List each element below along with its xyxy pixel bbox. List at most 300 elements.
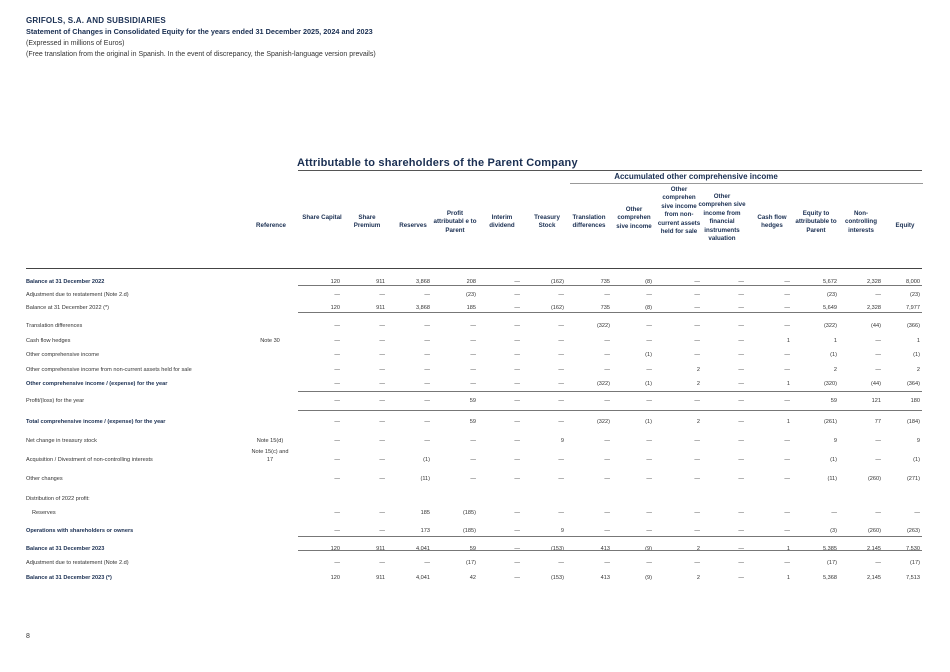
table-row xyxy=(0,395,950,407)
row-label: Balance at 31 December 2023 (*) xyxy=(26,575,112,581)
row-label: Reserves xyxy=(32,510,56,516)
table-cell: 208 xyxy=(466,279,476,285)
table-cell: — xyxy=(738,305,744,311)
column-header: Interim dividend xyxy=(489,214,515,230)
table-cell: — xyxy=(334,381,340,387)
column-header: Non-controlling interests xyxy=(845,210,877,234)
row-reference: Note 15(d) xyxy=(256,438,284,444)
table-row xyxy=(0,557,950,569)
table-cell: (185) xyxy=(462,510,476,516)
table-cell: (260) xyxy=(867,528,881,534)
table-cell: — xyxy=(379,338,385,344)
table-cell: — xyxy=(470,367,476,373)
table-cell: 413 xyxy=(600,546,610,552)
table-cell: — xyxy=(470,438,476,444)
statement-header xyxy=(26,15,926,60)
table-cell: — xyxy=(334,292,340,298)
table-cell: — xyxy=(424,367,430,373)
table-cell: — xyxy=(379,398,385,404)
table-cell: — xyxy=(558,560,564,566)
table-cell: (11) xyxy=(827,476,837,482)
table-cell: — xyxy=(334,419,340,425)
table-cell: — xyxy=(470,323,476,329)
row-label: Operations with shareholders or owners xyxy=(26,528,134,534)
table-cell: — xyxy=(470,457,476,463)
table-cell: — xyxy=(604,510,610,516)
table-cell: — xyxy=(646,560,652,566)
table-cell: (17) xyxy=(466,560,476,566)
table-cell: — xyxy=(738,338,744,344)
table-cell: — xyxy=(784,305,790,311)
table-cell: — xyxy=(738,419,744,425)
table-cell: — xyxy=(558,292,564,298)
table-cell: — xyxy=(694,528,700,534)
table-cell: — xyxy=(424,323,430,329)
table-cell: (162) xyxy=(550,279,564,285)
header-divider xyxy=(26,268,922,269)
table-cell: (271) xyxy=(906,476,920,482)
table-cell: — xyxy=(514,279,520,285)
table-cell: 5,672 xyxy=(823,279,837,285)
row-label: Other comprehensive income / (expense) for the year xyxy=(26,381,168,387)
table-cell: 3,868 xyxy=(416,279,430,285)
table-cell: — xyxy=(604,438,610,444)
table-cell: 4,041 xyxy=(416,546,430,552)
table-cell: — xyxy=(694,398,700,404)
row-label: Cash flow hedges xyxy=(26,338,71,344)
table-cell: — xyxy=(604,367,610,373)
table-cell: — xyxy=(514,457,520,463)
row-label: Balance at 31 December 2022 xyxy=(26,279,105,285)
table-cell: 9 xyxy=(916,438,920,444)
table-cell: 9 xyxy=(560,438,564,444)
reference-header: Reference xyxy=(256,222,286,229)
table-row xyxy=(0,493,950,505)
table-cell: 9 xyxy=(833,438,837,444)
table-cell: (1) xyxy=(830,457,837,463)
table-cell: — xyxy=(875,292,881,298)
table-row xyxy=(0,276,950,288)
table-cell: 3,868 xyxy=(416,305,430,311)
table-cell: (1) xyxy=(830,352,837,358)
table-cell: — xyxy=(738,476,744,482)
table-cell: — xyxy=(738,398,744,404)
table-cell: — xyxy=(334,323,340,329)
table-cell: (320) xyxy=(823,381,837,387)
table-cell: — xyxy=(784,438,790,444)
table-cell: 1 xyxy=(786,338,790,344)
table-cell: (17) xyxy=(910,560,920,566)
row-label: Other comprehensive income from non-current assets held for sale xyxy=(26,367,192,373)
table-row xyxy=(0,289,950,301)
table-cell: 5,385 xyxy=(823,546,837,552)
table-cell: — xyxy=(784,279,790,285)
table-cell: — xyxy=(424,292,430,298)
table-cell: — xyxy=(694,292,700,298)
table-cell: — xyxy=(738,292,744,298)
table-cell: — xyxy=(379,457,385,463)
table-cell: — xyxy=(379,438,385,444)
table-cell: 911 xyxy=(376,575,385,581)
table-cell: — xyxy=(604,398,610,404)
row-divider xyxy=(298,312,922,313)
table-cell: — xyxy=(875,352,881,358)
table-cell: — xyxy=(514,510,520,516)
table-cell: — xyxy=(514,419,520,425)
table-cell: — xyxy=(514,367,520,373)
table-cell: 77 xyxy=(874,419,881,425)
table-cell: — xyxy=(604,352,610,358)
table-cell: 4,041 xyxy=(416,575,430,581)
row-label: Acquisition / Divestment of non-controlling interests xyxy=(26,457,153,463)
table-cell: 413 xyxy=(600,575,610,581)
table-cell: 911 xyxy=(376,279,385,285)
table-cell: (23) xyxy=(910,292,920,298)
table-cell: — xyxy=(558,338,564,344)
table-cell: (9) xyxy=(645,546,652,552)
table-cell: (263) xyxy=(906,528,920,534)
table-cell: — xyxy=(334,560,340,566)
table-cell: 1 xyxy=(786,419,790,425)
table-cell: 5,368 xyxy=(823,575,837,581)
statement-title: Statement of Changes in Consolidated Equity for the years ended 31 December 2025, 2024 and 2023 xyxy=(26,27,373,36)
table-cell: (184) xyxy=(906,419,920,425)
table-cell: — xyxy=(424,560,430,566)
table-cell: — xyxy=(604,476,610,482)
table-cell: — xyxy=(646,323,652,329)
table-row xyxy=(0,349,950,361)
table-cell: — xyxy=(694,457,700,463)
table-cell: — xyxy=(604,457,610,463)
table-cell: — xyxy=(738,381,744,387)
table-row xyxy=(0,543,950,555)
table-row xyxy=(0,435,950,447)
table-cell: 2 xyxy=(833,367,837,373)
table-cell: (44) xyxy=(871,381,881,387)
row-label: Other comprehensive income xyxy=(26,352,100,358)
table-row xyxy=(0,449,950,466)
column-header: Translation differences xyxy=(572,214,606,230)
table-cell: (1) xyxy=(645,352,652,358)
table-cell: 59 xyxy=(830,398,837,404)
table-cell: (153) xyxy=(550,546,564,552)
table-cell: — xyxy=(646,398,652,404)
table-cell: 1 xyxy=(786,575,790,581)
table-cell: — xyxy=(470,381,476,387)
table-cell: 735 xyxy=(600,305,610,311)
table-cell: 1 xyxy=(916,338,920,344)
table-cell: 735 xyxy=(600,279,610,285)
table-cell: — xyxy=(784,367,790,373)
table-cell: 2 xyxy=(696,575,700,581)
row-divider xyxy=(298,391,922,392)
table-cell: 2 xyxy=(696,367,700,373)
table-cell: (9) xyxy=(645,575,652,581)
table-cell: — xyxy=(558,457,564,463)
table-cell: 173 xyxy=(420,528,430,534)
table-cell: — xyxy=(334,438,340,444)
table-cell: — xyxy=(558,352,564,358)
table-row xyxy=(0,507,950,519)
table-cell: — xyxy=(604,528,610,534)
table-cell: — xyxy=(738,323,744,329)
table-cell: 2 xyxy=(696,546,700,552)
table-cell: — xyxy=(784,528,790,534)
table-cell: — xyxy=(784,510,790,516)
table-cell: (153) xyxy=(550,575,564,581)
table-cell: 1 xyxy=(833,338,837,344)
table-cell: 8,000 xyxy=(906,279,920,285)
table-cell: — xyxy=(875,338,881,344)
table-cell: (322) xyxy=(596,419,610,425)
table-row xyxy=(0,335,950,347)
table-cell: — xyxy=(738,279,744,285)
table-cell: — xyxy=(424,338,430,344)
table-cell: — xyxy=(514,528,520,534)
table-cell: — xyxy=(784,323,790,329)
table-cell: 2 xyxy=(696,381,700,387)
table-cell: — xyxy=(514,352,520,358)
table-cell: — xyxy=(604,292,610,298)
table-cell: — xyxy=(514,575,520,581)
table-row xyxy=(0,473,950,485)
table-cell: 911 xyxy=(376,546,385,552)
table-cell: 59 xyxy=(469,419,476,425)
table-cell: — xyxy=(424,438,430,444)
table-cell: (17) xyxy=(827,560,837,566)
row-label: Other changes xyxy=(26,476,63,482)
table-cell: — xyxy=(694,305,700,311)
column-header: Other comprehen sive income xyxy=(616,206,652,230)
table-cell: — xyxy=(646,338,652,344)
table-cell: 7,513 xyxy=(906,575,920,581)
table-cell: (23) xyxy=(827,292,837,298)
table-cell: — xyxy=(875,457,881,463)
table-cell: — xyxy=(334,338,340,344)
table-cell: (1) xyxy=(645,381,652,387)
table-cell: — xyxy=(784,352,790,358)
row-divider xyxy=(298,536,922,537)
table-cell: (162) xyxy=(550,305,564,311)
table-cell: — xyxy=(334,476,340,482)
company-name: GRIFOLS, S.A. AND SUBSIDIARIES xyxy=(26,16,166,25)
table-cell: — xyxy=(784,560,790,566)
table-cell: (1) xyxy=(913,457,920,463)
table-cell: 120 xyxy=(330,575,340,581)
table-cell: — xyxy=(514,398,520,404)
table-cell: — xyxy=(334,457,340,463)
row-label: Balance at 31 December 2023 xyxy=(26,546,105,552)
table-cell: — xyxy=(514,546,520,552)
table-cell: — xyxy=(646,292,652,298)
table-cell: (23) xyxy=(466,292,476,298)
table-cell: — xyxy=(784,398,790,404)
translation-note: (Free translation from the original in Spanish. In the event of discrepancy, the Spanish-language version prevails) xyxy=(26,51,376,58)
table-cell: — xyxy=(470,338,476,344)
table-row xyxy=(0,572,950,584)
table-cell: — xyxy=(738,560,744,566)
table-cell: — xyxy=(558,367,564,373)
table-cell: — xyxy=(379,367,385,373)
table-cell: — xyxy=(514,305,520,311)
table-cell: — xyxy=(738,457,744,463)
table-cell: — xyxy=(514,338,520,344)
table-cell: — xyxy=(379,510,385,516)
table-cell: — xyxy=(646,457,652,463)
table-cell: — xyxy=(694,510,700,516)
table-cell: — xyxy=(875,438,881,444)
table-cell: — xyxy=(514,476,520,482)
table-cell: — xyxy=(646,510,652,516)
row-divider xyxy=(298,550,922,551)
table-cell: — xyxy=(875,510,881,516)
table-cell: 59 xyxy=(469,398,476,404)
table-cell: (260) xyxy=(867,476,881,482)
table-cell: — xyxy=(558,419,564,425)
table-cell: (364) xyxy=(906,381,920,387)
table-cell: — xyxy=(470,352,476,358)
row-label: Adjustment due to restatement (Note 2.d) xyxy=(26,560,129,566)
row-label: Translation differences xyxy=(26,323,83,329)
table-cell: — xyxy=(558,323,564,329)
table-cell: 7,977 xyxy=(906,305,920,311)
table-row xyxy=(0,320,950,332)
table-cell: — xyxy=(694,352,700,358)
table-cell: — xyxy=(334,398,340,404)
column-header: Equity xyxy=(895,222,915,229)
row-label: Net change in treasury stock xyxy=(26,438,97,444)
table-cell: — xyxy=(738,438,744,444)
table-cell: — xyxy=(379,528,385,534)
table-cell: (322) xyxy=(596,381,610,387)
table-cell: 5,649 xyxy=(823,305,837,311)
table-cell: — xyxy=(646,438,652,444)
column-header: Share Capital xyxy=(302,214,342,221)
table-cell: 2,145 xyxy=(867,575,881,581)
table-cell: — xyxy=(379,476,385,482)
table-cell: — xyxy=(784,476,790,482)
table-cell: 2 xyxy=(916,367,920,373)
row-reference: Note 15(c) and 17 xyxy=(251,449,289,463)
table-cell: — xyxy=(334,510,340,516)
table-cell: — xyxy=(424,352,430,358)
table-cell: — xyxy=(738,575,744,581)
table-cell: 911 xyxy=(376,305,385,311)
table-cell: 1 xyxy=(786,381,790,387)
table-cell: — xyxy=(784,292,790,298)
table-cell: — xyxy=(379,292,385,298)
table-cell: (3) xyxy=(830,528,837,534)
column-header: Other comprehen sive income from non-current assets held for sale xyxy=(657,186,701,236)
table-cell: 120 xyxy=(330,305,340,311)
table-cell: — xyxy=(914,510,920,516)
table-cell: — xyxy=(694,476,700,482)
table-cell: — xyxy=(875,367,881,373)
column-header: Share Premium xyxy=(353,214,381,230)
table-cell: (8) xyxy=(645,279,652,285)
table-cell: — xyxy=(470,476,476,482)
table-cell: — xyxy=(514,560,520,566)
table-cell: — xyxy=(379,323,385,329)
table-cell: — xyxy=(379,560,385,566)
table-cell: — xyxy=(738,367,744,373)
table-cell: — xyxy=(514,292,520,298)
table-cell: 185 xyxy=(420,510,430,516)
table-cell: — xyxy=(738,352,744,358)
table-cell: 2,145 xyxy=(867,546,881,552)
table-cell: 2,328 xyxy=(867,279,881,285)
table-cell: — xyxy=(694,560,700,566)
table-cell: — xyxy=(694,279,700,285)
table-cell: (44) xyxy=(871,323,881,329)
subgroup-title: Accumulated other comprehensive income xyxy=(614,172,778,181)
table-cell: — xyxy=(424,419,430,425)
table-cell: — xyxy=(334,528,340,534)
table-cell: (11) xyxy=(420,476,430,482)
table-cell: — xyxy=(558,381,564,387)
table-cell: 42 xyxy=(469,575,476,581)
table-cell: 2,328 xyxy=(867,305,881,311)
table-cell: (1) xyxy=(423,457,430,463)
table-cell: — xyxy=(558,476,564,482)
table-cell: (366) xyxy=(906,323,920,329)
table-cell: — xyxy=(334,352,340,358)
row-divider xyxy=(298,410,922,411)
table-cell: (322) xyxy=(596,323,610,329)
row-label: Distribution of 2022 profit: xyxy=(26,496,90,502)
table-cell: — xyxy=(514,438,520,444)
table-cell: 2 xyxy=(696,419,700,425)
table-cell: — xyxy=(831,510,837,516)
table-cell: 7,530 xyxy=(906,546,920,552)
table-cell: (1) xyxy=(913,352,920,358)
row-label: Adjustment due to restatement (Note 2.d) xyxy=(26,292,129,298)
units-note: (Expressed in millions of Euros) xyxy=(26,40,125,47)
group-title xyxy=(298,157,922,171)
table-cell: — xyxy=(424,398,430,404)
table-cell: — xyxy=(558,510,564,516)
table-cell: 180 xyxy=(910,398,920,404)
table-cell: — xyxy=(604,338,610,344)
table-cell: — xyxy=(646,367,652,373)
group-title-text: Attributable to shareholders of the Parent Company xyxy=(297,157,578,169)
table-cell: 120 xyxy=(330,546,340,552)
table-cell: — xyxy=(379,381,385,387)
column-header: Equity to attributable to Parent xyxy=(795,210,837,234)
table-cell: 59 xyxy=(469,546,476,552)
row-label: Total comprehensive income / (expense) for the year xyxy=(26,419,166,425)
row-divider xyxy=(298,285,922,286)
table-row xyxy=(0,364,950,376)
table-cell: — xyxy=(738,510,744,516)
table-cell: 1 xyxy=(786,546,790,552)
table-cell: — xyxy=(514,381,520,387)
page-number: 8 xyxy=(26,633,30,640)
table-cell: (1) xyxy=(645,419,652,425)
subgroup-divider xyxy=(570,183,923,184)
table-cell: — xyxy=(604,560,610,566)
column-header: Treasury Stock xyxy=(534,214,560,230)
table-cell: — xyxy=(646,528,652,534)
table-cell: — xyxy=(334,367,340,373)
table-cell: — xyxy=(694,438,700,444)
table-cell: — xyxy=(646,476,652,482)
table-cell: — xyxy=(784,457,790,463)
table-cell: — xyxy=(379,419,385,425)
row-label: Profit/(loss) for the year xyxy=(26,398,85,404)
table-cell: 185 xyxy=(466,305,476,311)
column-header: Cash flow hedges xyxy=(757,214,787,230)
